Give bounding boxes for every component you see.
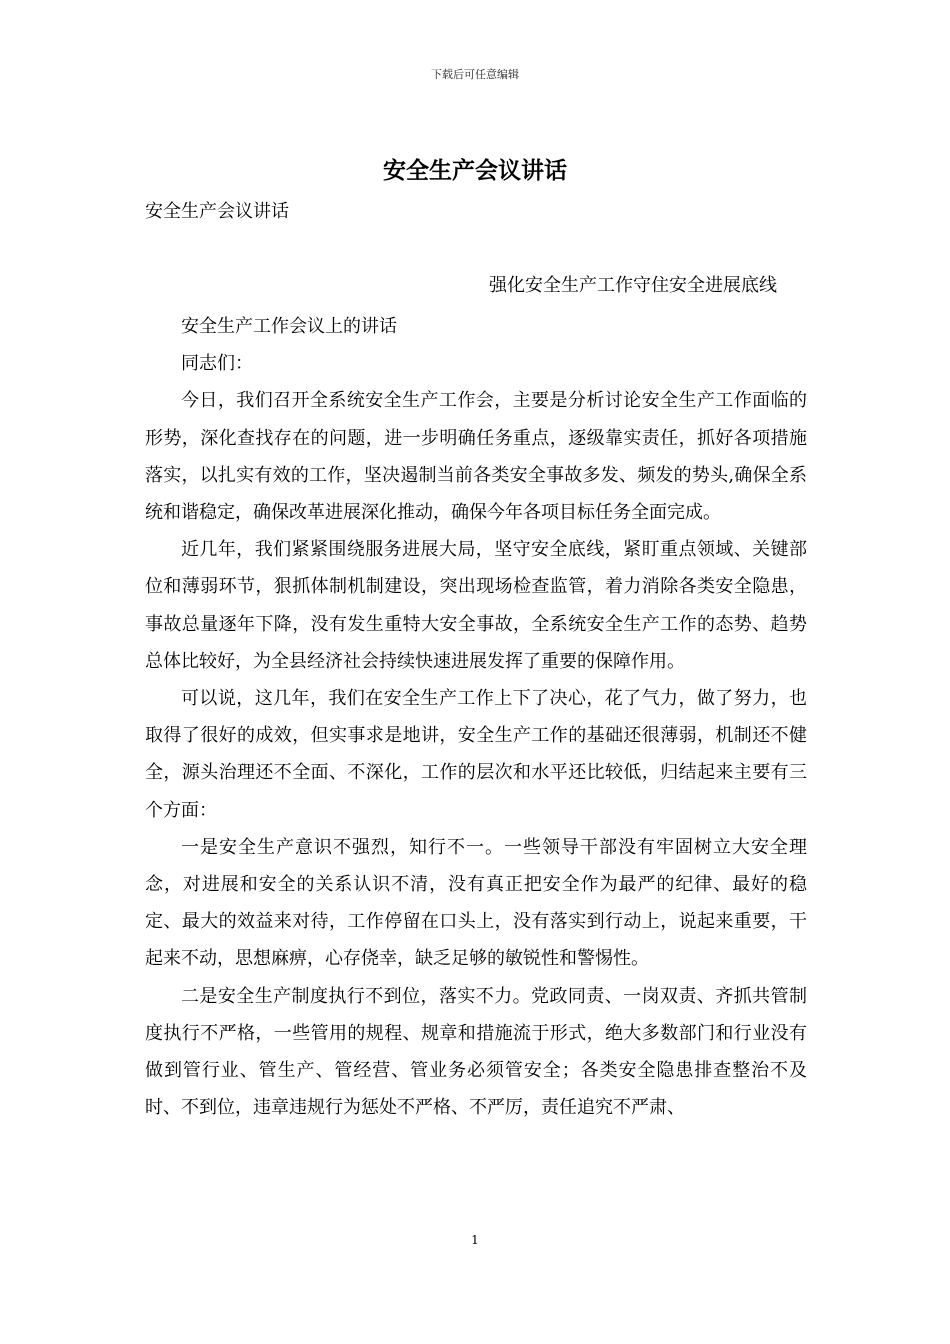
document-subtitle: 安全生产会议讲话 <box>145 201 289 222</box>
paragraph: 一是安全生产意识不强烈，知行不一。一些领导干部没有牢固树立大安全理念，对进展和安全的关系认识不清，没有真正把安全作为最严的纪律、最好的稳定、最大的效益来对待，工作停留在口头上，没有落实到行动上，说起来重要，干起来不动，思想麻痹，心存侥幸，缺乏足够的敏锐性和警惕性。 <box>145 836 807 970</box>
page-number: 1 <box>471 1233 479 1247</box>
paragraph: 今日，我们召开全系统安全生产工作会，主要是分析讨论安全生产工作面临的形势，深化查找存在的问题，进一步明确任务重点，逐级靠实责任，抓好各项措施落实，以扎实有效的工作，坚决遏制当前各类安全事故多发、频发的势头,确保全系统和谐稳定，确保改革进展深化推动，确保今年各项目标任务全面完成。 <box>145 390 807 524</box>
page-header-note: 下载后可任意编辑 <box>431 68 519 81</box>
paragraph-salutation: 同志们： <box>181 353 253 375</box>
paragraph: 近几年，我们紧紧围绕服务进展大局，坚守安全底线，紧盯重点领域、关键部位和薄弱环节，狠抓体制机制建设，突出现场检查监管，着力消除各类安全隐患，事故总量逐年下降，没有发生重特大安全事故，全系统安全生产工作的态势、趋势总体比较好，为全县经济社会持续快速进展发挥了重要的保障作用。 <box>145 539 807 672</box>
speech-heading: 强化安全生产工作守住安全进展底线 <box>489 275 777 296</box>
paragraph-occasion: 安全生产工作会议上的讲话 <box>181 316 397 337</box>
document-body <box>145 308 807 1126</box>
paragraph: 二是安全生产制度执行不到位，落实不力。党政同责、一岗双责、齐抓共管制度执行不严格，一些管用的规程、规章和措施流于形式，绝大多数部门和行业没有做到管行业、管生产、管经营、管业务必须管安全；各类安全隐患排查整治不及时、不到位，违章违规行为惩处不严格、不严厉，责任追究不严肃、 <box>145 985 807 1119</box>
paragraph: 可以说，这几年，我们在安全生产工作上下了决心，花了气力，做了努力，也取得了很好的成效，但实事求是地讲，安全生产工作的基础还很薄弱，机制还不健全，源头治理还不全面、不深化，工作的层次和水平还比较低，归结起来主要有三个方面： <box>145 688 807 821</box>
document-title: 安全生产会议讲话 <box>383 157 567 184</box>
